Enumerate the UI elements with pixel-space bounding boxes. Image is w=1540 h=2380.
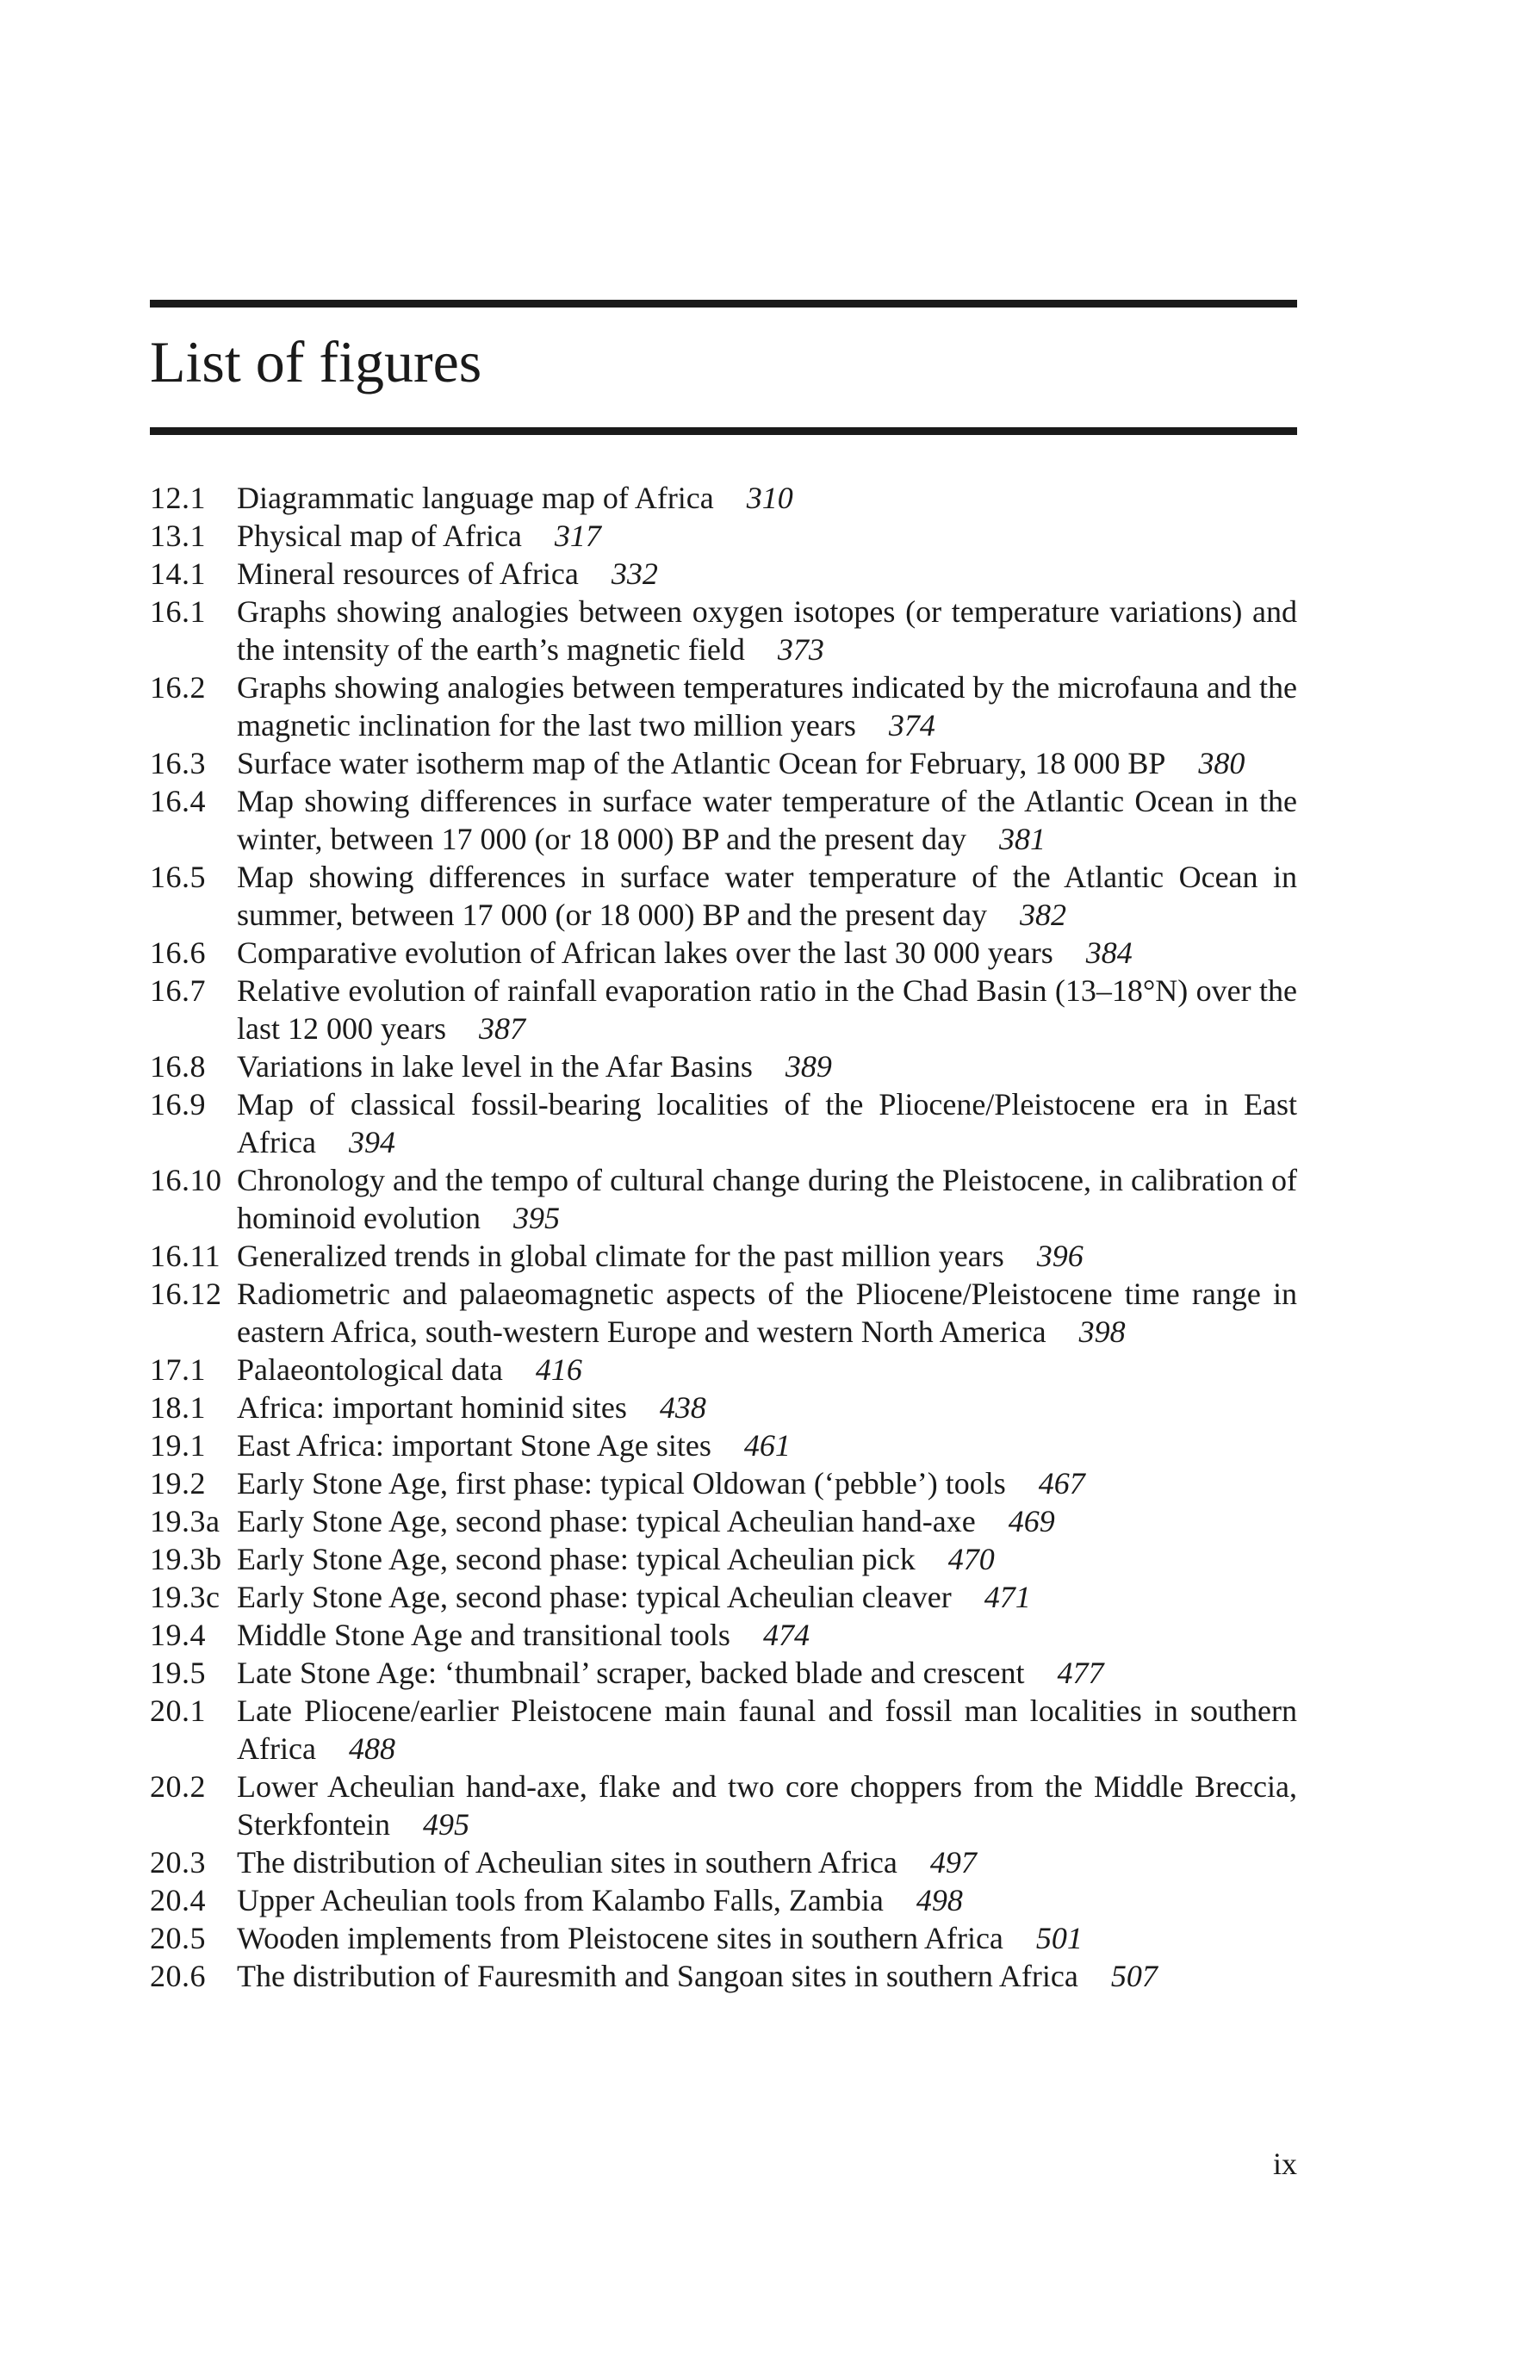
figure-description bbox=[237, 1540, 1297, 1578]
figure-caption: Early Stone Age, second phase: typical Acheulian hand-axe bbox=[237, 1504, 976, 1538]
figure-page-number: 398 bbox=[1078, 1314, 1126, 1349]
figure-caption: Graphs showing analogies between temperatures indicated by the microfauna and the magnetic inclination for the last two million years bbox=[237, 670, 1297, 743]
figure-caption: Map showing differences in surface water temperature of the Atlantic Ocean in summer, between 17 000 (or 18 000) BP and the present day bbox=[237, 860, 1297, 932]
figure-description bbox=[237, 1654, 1297, 1692]
figure-number: 16.1 bbox=[150, 594, 206, 629]
figure-list bbox=[150, 479, 1297, 1995]
figure-description bbox=[237, 1919, 1297, 1957]
figure-caption: Diagrammatic language map of Africa bbox=[237, 481, 714, 515]
figure-entry bbox=[150, 934, 1297, 972]
title-bottom-rule bbox=[150, 427, 1297, 435]
figure-page-number: 387 bbox=[478, 1011, 525, 1046]
figure-page-number: 477 bbox=[1057, 1656, 1104, 1690]
figure-entry bbox=[150, 1161, 1297, 1237]
figure-caption: Late Stone Age: ‘thumbnail’ scraper, backed blade and crescent bbox=[237, 1656, 1025, 1690]
figure-page-number: 395 bbox=[513, 1201, 560, 1235]
figure-caption: Early Stone Age, second phase: typical Acheulian pick bbox=[237, 1542, 916, 1576]
figure-number: 19.1 bbox=[150, 1428, 206, 1463]
figure-description bbox=[237, 1768, 1297, 1843]
figure-caption: Wooden implements from Pleistocene sites in southern Africa bbox=[237, 1921, 1003, 1955]
figure-description bbox=[237, 517, 1297, 555]
figure-number: 20.4 bbox=[150, 1883, 206, 1917]
figure-caption: Middle Stone Age and transitional tools bbox=[237, 1618, 730, 1652]
figure-description bbox=[237, 1426, 1297, 1464]
figure-caption: Relative evolution of rainfall evaporation ratio in the Chad Basin (13–18°N) over the last 12 000 years bbox=[237, 973, 1297, 1046]
figure-entry bbox=[150, 972, 1297, 1047]
figure-page-number: 507 bbox=[1110, 1959, 1158, 1993]
page-number: ix bbox=[1272, 2147, 1297, 2181]
figure-caption: Generalized trends in global climate for the past million years bbox=[237, 1239, 1004, 1273]
figure-number: 16.6 bbox=[150, 935, 206, 970]
figure-number: 20.5 bbox=[150, 1921, 206, 1955]
figure-entry bbox=[150, 1919, 1297, 1957]
figure-caption: Variations in lake level in the Afar Basins bbox=[237, 1049, 753, 1084]
figure-description bbox=[237, 1957, 1297, 1995]
figure-description bbox=[237, 1843, 1297, 1881]
figure-number: 20.2 bbox=[150, 1769, 206, 1804]
figure-page-number: 467 bbox=[1038, 1466, 1085, 1501]
figure-caption: Late Pliocene/earlier Pleistocene main faunal and fossil man localities in southern Africa bbox=[237, 1693, 1297, 1766]
figure-page-number: 373 bbox=[777, 632, 824, 667]
figure-page-number: 382 bbox=[1020, 898, 1067, 932]
figure-number: 18.1 bbox=[150, 1390, 206, 1425]
title-top-rule bbox=[150, 300, 1297, 308]
figure-page-number: 474 bbox=[762, 1618, 810, 1652]
figure-description bbox=[237, 972, 1297, 1047]
figure-caption: The distribution of Acheulian sites in southern Africa bbox=[237, 1845, 897, 1880]
figure-page-number: 381 bbox=[999, 822, 1046, 856]
figure-entry bbox=[150, 479, 1297, 517]
figure-entry bbox=[150, 668, 1297, 744]
figure-entry bbox=[150, 858, 1297, 934]
figure-page-number: 498 bbox=[916, 1883, 963, 1917]
figure-number: 16.7 bbox=[150, 973, 206, 1008]
figure-description bbox=[237, 1616, 1297, 1654]
figure-entry bbox=[150, 1047, 1297, 1085]
figure-caption: Early Stone Age, second phase: typical Acheulian cleaver bbox=[237, 1580, 952, 1614]
figure-page-number: 470 bbox=[947, 1542, 995, 1576]
figure-page-number: 396 bbox=[1036, 1239, 1084, 1273]
figure-number: 13.1 bbox=[150, 519, 206, 553]
figure-description bbox=[237, 744, 1297, 782]
figure-page-number: 394 bbox=[348, 1125, 395, 1159]
figure-number: 19.4 bbox=[150, 1618, 206, 1652]
figure-entry bbox=[150, 1389, 1297, 1426]
figure-caption: Lower Acheulian hand-axe, flake and two core choppers from the Middle Breccia, Sterkfontein bbox=[237, 1769, 1297, 1842]
figure-entry bbox=[150, 1237, 1297, 1275]
figure-description bbox=[237, 1578, 1297, 1616]
figure-caption: East Africa: important Stone Age sites bbox=[237, 1428, 711, 1463]
figure-caption: The distribution of Fauresmith and Sangoan sites in southern Africa bbox=[237, 1959, 1078, 1993]
figure-number: 20.3 bbox=[150, 1845, 206, 1880]
figure-entry bbox=[150, 1275, 1297, 1351]
figure-page-number: 374 bbox=[888, 708, 935, 743]
figure-description bbox=[237, 1275, 1297, 1351]
figure-entry bbox=[150, 1957, 1297, 1995]
figure-entry bbox=[150, 1768, 1297, 1843]
figure-page-number: 416 bbox=[535, 1352, 582, 1387]
figure-number: 16.3 bbox=[150, 746, 206, 780]
figure-number: 16.12 bbox=[150, 1277, 222, 1311]
figure-number: 16.2 bbox=[150, 670, 206, 705]
figure-entry bbox=[150, 1426, 1297, 1464]
figure-number: 16.8 bbox=[150, 1049, 206, 1084]
figure-entry bbox=[150, 1578, 1297, 1616]
figure-number: 19.2 bbox=[150, 1466, 206, 1501]
figure-number: 16.5 bbox=[150, 860, 206, 894]
figure-page-number: 389 bbox=[785, 1049, 832, 1084]
figure-description bbox=[237, 1085, 1297, 1161]
figure-number: 16.11 bbox=[150, 1239, 221, 1273]
figure-entry bbox=[150, 1502, 1297, 1540]
page-title: List of figures bbox=[150, 329, 482, 395]
figure-number: 17.1 bbox=[150, 1352, 206, 1387]
figure-entry bbox=[150, 517, 1297, 555]
figure-number: 20.6 bbox=[150, 1959, 206, 1993]
figure-caption: Surface water isotherm map of the Atlantic Ocean for February, 18 000 BP bbox=[237, 746, 1166, 780]
figure-page-number: 380 bbox=[1198, 746, 1245, 780]
figure-entry bbox=[150, 1351, 1297, 1389]
figure-page-number: 332 bbox=[611, 556, 658, 591]
figure-caption: Upper Acheulian tools from Kalambo Falls, Zambia bbox=[237, 1883, 884, 1917]
figure-description bbox=[237, 479, 1297, 517]
figure-number: 16.4 bbox=[150, 784, 206, 818]
figure-entry bbox=[150, 1085, 1297, 1161]
figure-page-number: 469 bbox=[1008, 1504, 1055, 1538]
figure-description bbox=[237, 668, 1297, 744]
figure-entry bbox=[150, 1881, 1297, 1919]
figure-description bbox=[237, 1502, 1297, 1540]
figure-description bbox=[237, 1881, 1297, 1919]
figure-page-number: 461 bbox=[743, 1428, 791, 1463]
figure-number: 20.1 bbox=[150, 1693, 206, 1728]
figure-page-number: 497 bbox=[929, 1845, 977, 1880]
figure-description bbox=[237, 1351, 1297, 1389]
figure-entry bbox=[150, 1540, 1297, 1578]
figure-page-number: 501 bbox=[1035, 1921, 1083, 1955]
figure-number: 16.10 bbox=[150, 1163, 222, 1197]
figure-caption: Chronology and the tempo of cultural change during the Pleistocene, in calibration of hominoid evolution bbox=[237, 1163, 1297, 1235]
figure-description bbox=[237, 934, 1297, 972]
figure-caption: Comparative evolution of African lakes over the last 30 000 years bbox=[237, 935, 1053, 970]
figure-caption: Africa: important hominid sites bbox=[237, 1390, 627, 1425]
figure-number: 12.1 bbox=[150, 481, 206, 515]
figure-description bbox=[237, 1237, 1297, 1275]
figure-description bbox=[237, 858, 1297, 934]
figure-description bbox=[237, 1047, 1297, 1085]
figure-number: 19.3c bbox=[150, 1580, 220, 1614]
figure-page-number: 310 bbox=[746, 481, 793, 515]
figure-description bbox=[237, 1692, 1297, 1768]
figure-entry bbox=[150, 1843, 1297, 1881]
figure-caption: Map showing differences in surface water temperature of the Atlantic Ocean in the winter, between 17 000 (or 18 000) BP and the present day bbox=[237, 784, 1297, 856]
figure-page-number: 471 bbox=[984, 1580, 1031, 1614]
figure-entry bbox=[150, 593, 1297, 668]
figure-number: 19.3a bbox=[150, 1504, 220, 1538]
figure-entry bbox=[150, 1654, 1297, 1692]
figure-entry bbox=[150, 1616, 1297, 1654]
figure-entry bbox=[150, 1692, 1297, 1768]
figure-entry bbox=[150, 782, 1297, 858]
figure-description bbox=[237, 593, 1297, 668]
figure-number: 19.5 bbox=[150, 1656, 206, 1690]
figure-description bbox=[237, 782, 1297, 858]
figure-description bbox=[237, 1464, 1297, 1502]
figure-number: 14.1 bbox=[150, 556, 206, 591]
figure-caption: Early Stone Age, first phase: typical Oldowan (‘pebble’) tools bbox=[237, 1466, 1006, 1501]
figure-entry bbox=[150, 744, 1297, 782]
figure-number: 19.3b bbox=[150, 1542, 222, 1576]
figure-number: 16.9 bbox=[150, 1087, 206, 1122]
figure-description bbox=[237, 1161, 1297, 1237]
figure-caption: Physical map of Africa bbox=[237, 519, 522, 553]
figure-caption: Radiometric and palaeomagnetic aspects of the Pliocene/Pleistocene time range in eastern Africa, south-western Europe and western North America bbox=[237, 1277, 1297, 1349]
figure-description bbox=[237, 1389, 1297, 1426]
figure-entry bbox=[150, 1464, 1297, 1502]
figure-description bbox=[237, 555, 1297, 593]
figure-caption: Map of classical fossil-bearing localities of the Pliocene/Pleistocene era in East Africa bbox=[237, 1087, 1297, 1159]
figure-caption: Mineral resources of Africa bbox=[237, 556, 579, 591]
figure-page-number: 488 bbox=[348, 1731, 395, 1766]
figure-page-number: 495 bbox=[422, 1807, 469, 1842]
figure-page-number: 384 bbox=[1085, 935, 1133, 970]
figure-caption: Graphs showing analogies between oxygen isotopes (or temperature variations) and the intensity of the earth’s magnetic field bbox=[237, 594, 1297, 667]
figure-entry bbox=[150, 555, 1297, 593]
figure-page-number: 438 bbox=[659, 1390, 706, 1425]
figure-page-number: 317 bbox=[554, 519, 601, 553]
figure-caption: Palaeontological data bbox=[237, 1352, 503, 1387]
